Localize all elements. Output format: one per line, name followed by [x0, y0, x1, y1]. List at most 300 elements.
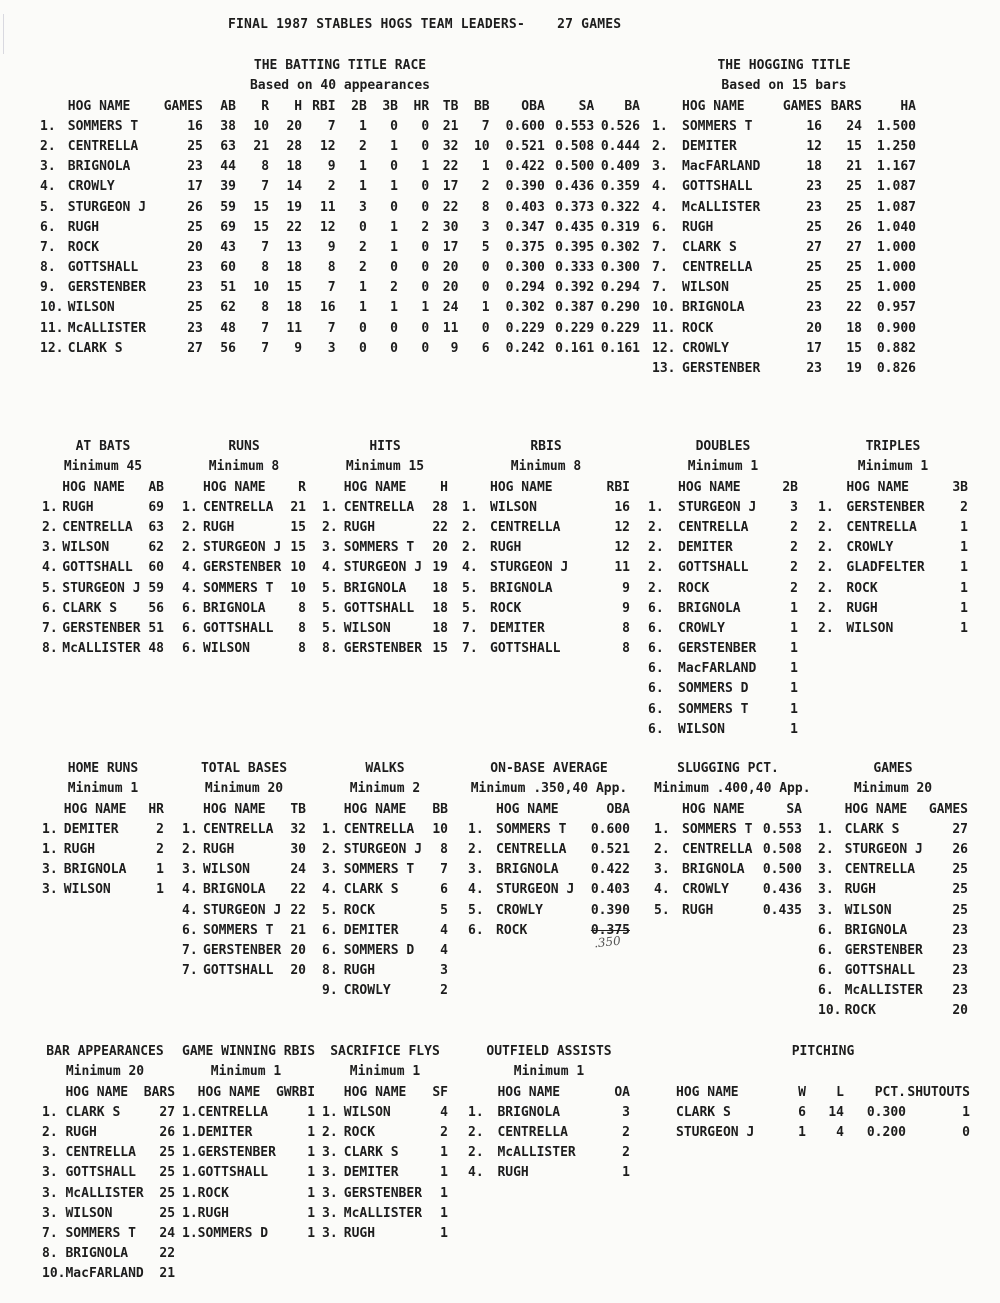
- table-row: [468, 1122, 630, 1142]
- table-cell: 23: [952, 922, 968, 938]
- table-cell: 3.: [42, 1165, 58, 1181]
- table-row: [40, 197, 640, 217]
- table-cell: 62: [148, 540, 164, 556]
- table-cell: 8: [261, 159, 270, 175]
- table-cell: 1: [790, 701, 798, 717]
- column-header: HOG NAME: [844, 801, 908, 817]
- table-row: [818, 517, 968, 537]
- table-cell: 6.: [648, 721, 664, 737]
- table-cell: SOMMERS T: [343, 540, 415, 556]
- table-cell: 2: [440, 1124, 448, 1140]
- table-cell: 0: [390, 260, 398, 276]
- column-header: HOG NAME: [62, 479, 125, 495]
- table-row: [182, 839, 306, 859]
- table-cell: 4.: [654, 882, 670, 898]
- column-header: GAMES: [163, 98, 203, 114]
- table-row: [652, 338, 916, 358]
- table-cell: 6: [440, 882, 448, 898]
- column-header: GAMES: [782, 98, 822, 114]
- table-cell: 0.300: [600, 260, 640, 276]
- table-cell: 3.: [182, 862, 198, 878]
- table-cell: 20: [952, 1003, 968, 1019]
- table-cell: 0.387: [555, 300, 595, 316]
- section-title: TRIPLES: [865, 439, 921, 454]
- table-row: [322, 819, 448, 839]
- table-cell: 7: [261, 340, 270, 356]
- table-cell: 24: [290, 862, 306, 878]
- section-subtitle: Minimum 8: [208, 459, 280, 474]
- table-row: [468, 880, 630, 900]
- home-runs-leaders: [42, 759, 164, 900]
- table-cell: 3.: [322, 1185, 338, 1201]
- table-cell: 0: [358, 340, 367, 356]
- table-cell: DEMITER: [197, 1124, 253, 1140]
- table-row: [322, 920, 448, 940]
- table-cell: 1.: [182, 499, 198, 515]
- table-cell: 1: [358, 118, 367, 134]
- table-cell: 0.435: [555, 219, 595, 235]
- table-row: [322, 497, 448, 517]
- section-subtitle: Minimum 45: [63, 459, 143, 474]
- table-cell: 3: [790, 499, 798, 515]
- table-cell: 10.: [652, 300, 676, 316]
- table-cell: 1: [790, 681, 798, 697]
- table-row: [40, 318, 640, 338]
- table-cell: GOTTSHALL: [203, 963, 274, 979]
- table-cell: GOTTSHALL: [343, 600, 415, 616]
- column-header: HOG NAME: [67, 98, 131, 114]
- table-cell: RUGH: [844, 882, 876, 898]
- table-cell: DEMITER: [678, 540, 733, 556]
- table-cell: 56: [148, 600, 164, 616]
- table-cell: 3.: [42, 540, 58, 556]
- table-cell: CLARK S: [62, 600, 118, 616]
- table-cell: 0.395: [555, 239, 595, 255]
- table-cell: 5.: [462, 580, 478, 596]
- section-subtitle: Minimum 1: [349, 1064, 421, 1079]
- table-cell: GOTTSHALL: [203, 620, 274, 636]
- table-cell: 1.: [182, 1205, 198, 1221]
- table-cell: 0.435: [762, 902, 802, 918]
- table-cell: 0.300: [505, 260, 545, 276]
- table-cell: 1: [481, 300, 490, 316]
- table-cell: 0.302: [600, 239, 640, 255]
- table-cell: 60: [148, 560, 164, 576]
- table-cell: 10: [290, 560, 306, 576]
- table-cell: CENTRELLA: [846, 519, 917, 535]
- table-cell: BRIGNOLA: [343, 580, 407, 596]
- leader-table: [818, 799, 968, 1021]
- table-cell: 6.: [648, 641, 664, 657]
- section-subtitle: Minimum .400,40 App.: [654, 781, 811, 796]
- table-row: [322, 1122, 448, 1142]
- table-cell: 1: [960, 580, 968, 596]
- column-header: [182, 799, 203, 819]
- table-cell: 1: [790, 600, 798, 616]
- table-cell: 2: [358, 138, 367, 154]
- header-row: [818, 799, 968, 819]
- section-subtitle: Minimum .350,40 App.: [470, 781, 628, 796]
- table-cell: 25: [806, 280, 822, 296]
- table-cell: 0.390: [590, 902, 630, 918]
- column-header: [654, 799, 682, 819]
- table-cell: 0: [421, 179, 430, 195]
- game-winning-rbis-leaders: [182, 1042, 316, 1244]
- table-cell: STURGEON J: [678, 499, 757, 515]
- table-cell: GERSTENBER: [62, 620, 141, 636]
- section-subtitle: Minimum 20: [853, 781, 933, 796]
- table-cell: 0.359: [600, 179, 640, 195]
- table-cell: 2: [790, 560, 798, 576]
- table-cell: 6.: [648, 661, 664, 677]
- table-cell: CENTRELLA: [678, 519, 749, 535]
- table-cell: 23: [806, 179, 822, 195]
- table-cell: 2.: [182, 519, 198, 535]
- table-row: [42, 1223, 175, 1243]
- header-row: [322, 1082, 448, 1102]
- table-row: [648, 719, 798, 739]
- table-row: [652, 318, 916, 338]
- table-cell: 4.: [468, 1165, 484, 1181]
- column-header: 2B: [351, 98, 367, 114]
- table-cell: 1.000: [876, 239, 916, 255]
- header-row: [818, 477, 968, 497]
- table-cell: 20: [290, 942, 306, 958]
- hits-leaders: [322, 437, 448, 659]
- table-cell: 23: [952, 983, 968, 999]
- table-row: [818, 598, 968, 618]
- table-cell: 1: [307, 1145, 316, 1161]
- section-subtitle: Minimum 1: [210, 1064, 282, 1079]
- table-cell: 1.: [182, 1145, 198, 1161]
- header-row: [322, 477, 448, 497]
- table-cell: 1: [358, 280, 367, 296]
- table-cell: 0.900: [876, 320, 916, 336]
- table-cell: 18: [286, 159, 303, 175]
- table-cell: McALLISTER: [67, 320, 147, 336]
- table-cell: 3.: [42, 1205, 58, 1221]
- section-title: PITCHING: [791, 1044, 855, 1059]
- table-cell: 1: [960, 600, 968, 616]
- table-row: [322, 558, 448, 578]
- table-row: [468, 900, 630, 920]
- table-cell: 13.: [652, 361, 676, 377]
- table-cell: 25: [846, 280, 862, 296]
- table-row: [42, 1102, 175, 1122]
- table-cell: RUGH: [203, 519, 235, 535]
- table-cell: 4: [440, 942, 448, 958]
- table-cell: 3.: [322, 1205, 338, 1221]
- table-cell: 20: [442, 280, 459, 296]
- table-cell: 1: [790, 661, 798, 677]
- table-cell: ROCK: [197, 1185, 229, 1201]
- table-row: [322, 900, 448, 920]
- table-cell: CENTRELLA: [343, 821, 415, 837]
- table-cell: 6.: [182, 620, 198, 636]
- table-cell: CENTRELLA: [497, 1124, 568, 1140]
- header-row: [648, 477, 798, 497]
- total-bases-leaders: [182, 759, 306, 981]
- table-cell: 0.294: [505, 280, 545, 296]
- table-cell: 1: [390, 179, 398, 195]
- table-cell: 4.: [322, 882, 338, 898]
- table-cell: 2.: [818, 540, 834, 556]
- table-cell: 1: [156, 882, 164, 898]
- table-cell: 1: [960, 620, 968, 636]
- table-row: [468, 1163, 630, 1183]
- table-cell: 0.302: [505, 300, 545, 316]
- column-header: GAMES: [928, 801, 968, 817]
- table-cell: 4.: [652, 179, 668, 195]
- table-cell: WILSON: [63, 882, 111, 898]
- table-cell: 1.: [818, 499, 834, 515]
- table-cell: 6.: [42, 600, 58, 616]
- table-cell: 12.: [40, 340, 64, 356]
- table-cell: 4.: [182, 902, 198, 918]
- column-header: [42, 477, 62, 497]
- table-cell: DEMITER: [343, 1165, 399, 1181]
- table-cell: 8: [298, 641, 306, 657]
- table-cell: 1.: [322, 821, 338, 837]
- table-cell: 4.: [652, 199, 668, 215]
- table-cell: 2: [156, 821, 164, 837]
- table-cell: 23: [952, 942, 968, 958]
- table-cell: RUGH: [343, 519, 376, 535]
- table-cell: 22: [286, 219, 303, 235]
- column-header: HOG NAME: [343, 801, 407, 817]
- table-cell: SOMMERS T: [682, 821, 753, 837]
- table-cell: 0.347: [505, 219, 545, 235]
- table-cell: BRIGNOLA: [844, 922, 908, 938]
- header-row: [42, 799, 164, 819]
- table-cell: WILSON: [65, 1205, 113, 1221]
- table-cell: SOMMERS T: [67, 118, 139, 134]
- column-header: HOG NAME: [496, 801, 559, 817]
- table-row: [42, 618, 164, 638]
- table-cell: 2.: [648, 540, 664, 556]
- table-cell: 0.242: [505, 340, 545, 356]
- table-cell: 0.826: [876, 361, 916, 377]
- table-cell: 8.: [42, 641, 58, 657]
- header-row: [182, 1082, 315, 1102]
- section-title: RUNS: [228, 439, 260, 454]
- table-cell: MacFARLAND: [682, 159, 761, 175]
- table-cell: GOTTSHALL: [678, 560, 749, 576]
- table-cell: 21: [442, 118, 459, 134]
- table-cell: RUGH: [343, 1225, 376, 1241]
- table-row: [182, 1102, 315, 1122]
- table-cell: 12: [319, 138, 336, 154]
- table-cell: ROCK: [496, 922, 528, 938]
- table-cell: 0: [390, 118, 398, 134]
- table-cell: 7.: [652, 260, 668, 276]
- column-header: [462, 477, 490, 497]
- table-cell: 1: [390, 300, 398, 316]
- table-cell: 12: [319, 219, 336, 235]
- table-cell: 11: [319, 199, 336, 215]
- table-cell: MacFARLAND: [678, 661, 757, 677]
- column-header: HOG NAME: [490, 479, 553, 495]
- table-cell: 1.000: [876, 280, 916, 296]
- table-cell: 7: [481, 118, 490, 134]
- table-cell: 0: [358, 219, 367, 235]
- table-cell: 28: [432, 499, 448, 515]
- table-cell: 5.: [322, 580, 338, 596]
- column-header: HOG NAME: [203, 801, 266, 817]
- table-cell: 0.373: [555, 199, 595, 215]
- column-header: [40, 96, 68, 116]
- table-cell: McALLISTER: [65, 1185, 144, 1201]
- table-cell: 3.: [42, 1145, 58, 1161]
- table-cell: STURGEON J: [67, 199, 147, 215]
- table-row: [654, 839, 802, 859]
- table-cell: 3: [358, 199, 367, 215]
- table-cell: BRIGNOLA: [203, 882, 266, 898]
- table-row: [818, 819, 968, 839]
- table-cell: 5.: [468, 902, 484, 918]
- table-cell: GERSTENBER: [203, 560, 282, 576]
- table-cell: 25: [159, 1185, 176, 1201]
- table-cell: 5.: [40, 199, 56, 215]
- column-header: H: [294, 98, 303, 114]
- table-cell: 8: [261, 260, 270, 276]
- table-cell: 2.: [42, 1124, 58, 1140]
- table-cell: 2.: [818, 620, 834, 636]
- table-row: [652, 237, 916, 257]
- table-cell: 0.375: [590, 922, 630, 938]
- table-row: [462, 558, 630, 578]
- table-cell: 6.: [648, 701, 664, 717]
- table-cell: BRIGNOLA: [682, 862, 745, 878]
- table-cell: 2: [790, 519, 798, 535]
- table-cell: 2: [390, 280, 398, 296]
- column-header: PCT.: [874, 1084, 906, 1100]
- table-cell: 9: [294, 340, 303, 356]
- section-subtitle: Minimum 1: [513, 1064, 585, 1079]
- table-row: [462, 538, 630, 558]
- table-row: [462, 578, 630, 598]
- table-cell: 25: [952, 882, 968, 898]
- table-cell: 2: [421, 219, 430, 235]
- table-cell: 7.: [42, 620, 58, 636]
- table-row: [42, 1183, 175, 1203]
- table-cell: 1.: [648, 499, 664, 515]
- table-cell: WILSON: [203, 641, 250, 657]
- column-header: RBI: [312, 98, 336, 114]
- table-cell: 2.: [654, 841, 670, 857]
- table-row: [322, 598, 448, 618]
- table-cell: CENTRELLA: [682, 841, 753, 857]
- table-row: [818, 940, 968, 960]
- table-cell: 0.229: [505, 320, 545, 336]
- table-cell: RUGH: [682, 219, 714, 235]
- table-cell: 21: [253, 138, 270, 154]
- column-header: [818, 477, 846, 497]
- table-cell: 8: [327, 260, 336, 276]
- table-cell: 9: [622, 580, 630, 596]
- table-cell: 51: [220, 280, 236, 296]
- column-header: HR: [148, 801, 164, 817]
- table-cell: 0: [481, 320, 490, 336]
- table-cell: 2: [790, 580, 798, 596]
- table-cell: RUGH: [846, 600, 878, 616]
- outfield-assists-leaders: [468, 1042, 630, 1183]
- table-cell: STURGEON J: [490, 560, 569, 576]
- table-cell: 1.500: [876, 118, 916, 134]
- leader-table: [648, 477, 798, 739]
- table-cell: 0.508: [762, 841, 802, 857]
- table-cell: ROCK: [844, 1003, 876, 1019]
- section-subtitle: Minimum 8: [510, 459, 582, 474]
- column-header: BARS: [830, 98, 862, 114]
- table-cell: 25: [159, 1145, 176, 1161]
- table-row: [462, 497, 630, 517]
- slugging-pct-leaders: [654, 759, 811, 920]
- leader-table: [182, 477, 306, 659]
- table-row: [182, 880, 306, 900]
- column-header: [322, 799, 344, 819]
- table-row: [322, 981, 448, 1001]
- column-header: AB: [148, 479, 164, 495]
- table-cell: 0.392: [555, 280, 595, 296]
- table-cell: 1: [390, 219, 398, 235]
- table-cell: SOMMERS T: [343, 862, 415, 878]
- table-cell: 25: [846, 199, 862, 215]
- table-cell: 5.: [42, 580, 58, 596]
- table-cell: 0.161: [555, 340, 595, 356]
- table-cell: 18: [286, 300, 303, 316]
- column-header: HA: [900, 98, 916, 114]
- runs-leaders: [182, 437, 306, 659]
- table-cell: 32: [442, 138, 459, 154]
- table-row: [40, 136, 640, 156]
- leader-table: [322, 1082, 448, 1244]
- table-cell: RUGH: [197, 1205, 229, 1221]
- table-cell: STURGEON J: [62, 580, 141, 596]
- table-row: [322, 578, 448, 598]
- table-cell: 0: [390, 159, 398, 175]
- section-title: SLUGGING PCT.: [677, 761, 779, 776]
- table-row: [182, 1183, 315, 1203]
- table-row: [182, 578, 306, 598]
- table-cell: 1.: [654, 821, 670, 837]
- table-cell: 23: [806, 199, 822, 215]
- table-cell: 25: [952, 862, 968, 878]
- column-header: BARS: [143, 1084, 176, 1100]
- table-cell: 7.: [652, 239, 668, 255]
- header-row: [676, 1082, 970, 1102]
- table-row: [322, 1203, 448, 1223]
- table-cell: RUGH: [63, 841, 96, 857]
- table-cell: 3.: [42, 882, 58, 898]
- table-cell: WILSON: [678, 721, 725, 737]
- table-cell: 5.: [322, 600, 338, 616]
- table-cell: 24: [442, 300, 459, 316]
- table-cell: GOTTSHALL: [682, 179, 753, 195]
- table-cell: BRIGNOLA: [67, 159, 131, 175]
- table-cell: 2.: [648, 519, 664, 535]
- table-cell: 21: [846, 159, 862, 175]
- table-cell: RUGH: [682, 902, 714, 918]
- table-cell: 0.957: [876, 300, 916, 316]
- column-header: [652, 96, 682, 116]
- table-cell: CENTRELLA: [203, 499, 274, 515]
- table-cell: 0.882: [876, 340, 916, 356]
- table-row: [648, 679, 798, 699]
- column-header: SA: [786, 801, 802, 817]
- table-row: [648, 659, 798, 679]
- table-row: [42, 819, 164, 839]
